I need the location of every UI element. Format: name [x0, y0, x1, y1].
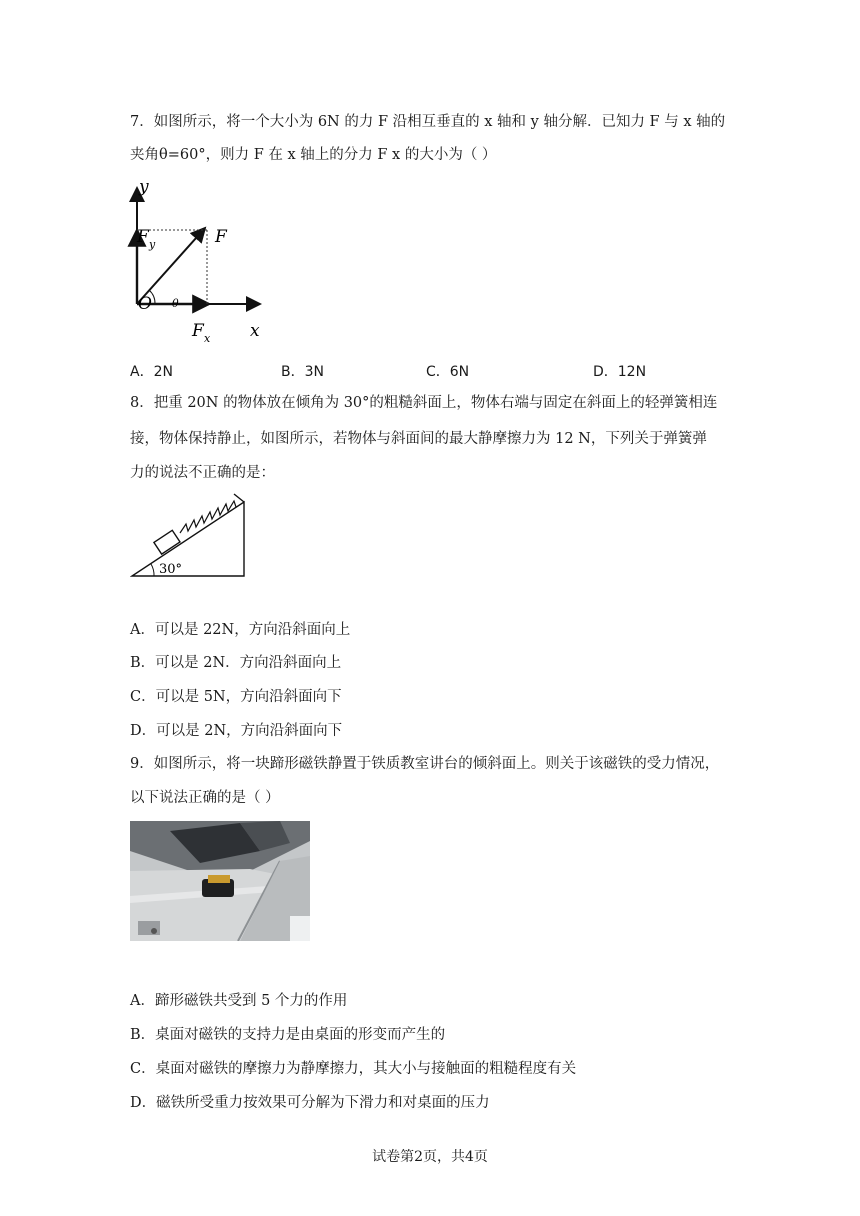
- incline-triangle: [132, 502, 244, 576]
- q9-option-b: B．桌面对磁铁的支持力是由桌面的形变而产生的: [130, 1027, 446, 1043]
- page-footer: 试卷第2页，共4页: [372, 1149, 488, 1165]
- label-theta: θ: [172, 297, 179, 310]
- label-Fy-sub: y: [149, 238, 156, 251]
- spring: [180, 501, 236, 533]
- angle-label: 30°: [159, 562, 183, 577]
- q8-option-c: C．可以是 5N，方向沿斜面向下: [130, 689, 342, 705]
- q8-text-line2: 接，物体保持静止，如图所示，若物体与斜面间的最大静摩擦力为 12 N，下列关于弹簧弹: [130, 431, 707, 447]
- label-y: y: [139, 177, 149, 197]
- label-Fx-sub: x: [204, 332, 211, 345]
- q8-text-line1: 8．把重 20N 的物体放在倾角为 30°的粗糙斜面上，物体右端与固定在斜面上的轻弹簧相连: [130, 395, 718, 411]
- q9-text-line1: 9．如图所示，将一块蹄形磁铁静置于铁质教室讲台的倾斜面上。则关于该磁铁的受力情况，: [130, 756, 720, 772]
- incline-spring-diagram: [130, 488, 248, 580]
- label-F: F: [215, 227, 227, 247]
- q7-option-b: B．3N: [281, 364, 324, 380]
- q7-text-line2: 夹角θ=60°，则力 F 在 x 轴上的分力 F x 的大小为（ ）: [130, 147, 497, 163]
- q7-option-a: A．2N: [130, 364, 173, 380]
- q9-text-line2: 以下说法正确的是（ ）: [130, 790, 280, 806]
- q9-option-a: A．蹄形磁铁共受到 5 个力的作用: [130, 993, 348, 1009]
- q7-option-d: D．12N: [593, 364, 647, 380]
- q8-option-d: D．可以是 2N，方向沿斜面向下: [130, 723, 343, 739]
- magnet-photo: [130, 821, 310, 941]
- label-x: x: [250, 321, 260, 341]
- force-decomposition-diagram: [125, 176, 275, 346]
- q8-text-line3: 力的说法不正确的是：: [130, 465, 275, 481]
- q8-option-a: A．可以是 22N，方向沿斜面向上: [130, 622, 351, 638]
- angle-arc: [151, 564, 154, 576]
- block: [154, 530, 180, 554]
- q7-text-line1: 7．如图所示，将一个大小为 6N 的力 F 沿相互垂直的 x 轴和 y 轴分解．已知力 F 与 x 轴的: [130, 114, 726, 130]
- label-Fx: F: [192, 321, 204, 341]
- wall-line: [234, 494, 244, 502]
- q9-option-d: D．磁铁所受重力按效果可分解为下滑力和对桌面的压力: [130, 1095, 490, 1111]
- q7-option-c: C．6N: [426, 364, 470, 380]
- q9-option-c: C．桌面对磁铁的摩擦力为静摩擦力，其大小与接触面的粗糙程度有关: [130, 1061, 577, 1077]
- label-Fy: F: [137, 227, 149, 247]
- label-O: O: [138, 294, 152, 314]
- q8-option-b: B．可以是 2N．方向沿斜面向上: [130, 655, 342, 671]
